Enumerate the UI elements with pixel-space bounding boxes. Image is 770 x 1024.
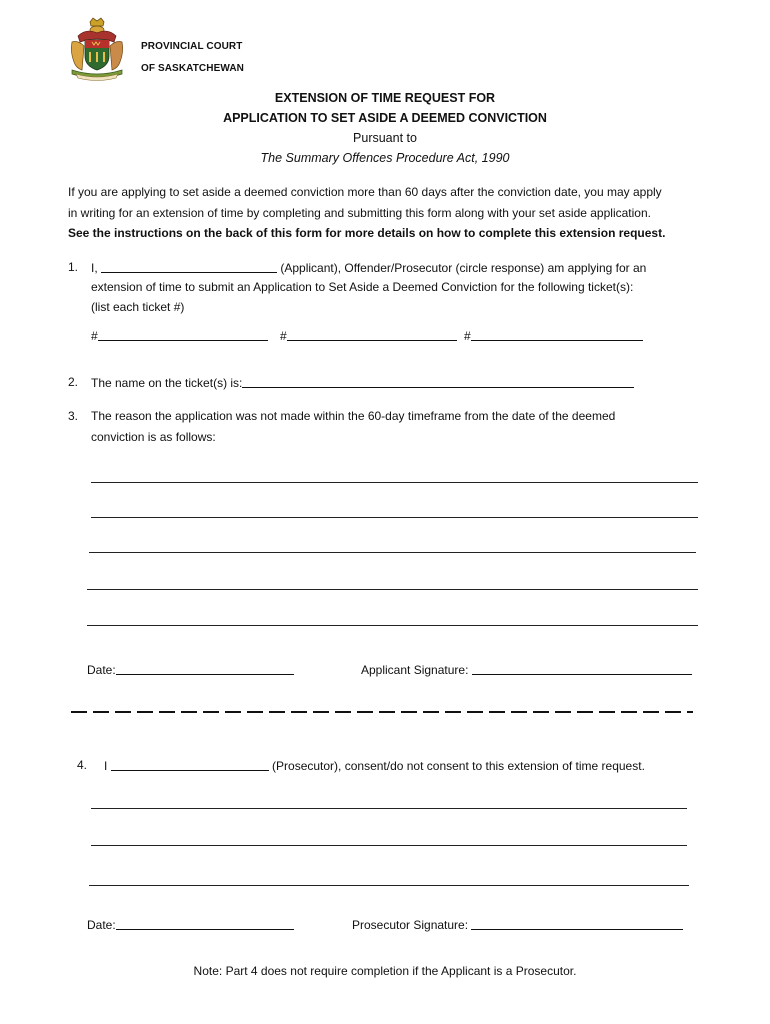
ticket-hash: #: [91, 329, 98, 343]
saskatchewan-coat-of-arms-icon: [66, 16, 128, 82]
applicant-date-field[interactable]: [116, 662, 294, 675]
item1-line1: [91, 260, 646, 275]
prosecutor-name-field[interactable]: [111, 758, 269, 771]
ticket-name-field[interactable]: [242, 375, 634, 388]
ticket-hash: #: [280, 329, 287, 343]
ticket-field-1[interactable]: [91, 328, 268, 343]
item3-line2: conviction is as follows:: [91, 430, 216, 444]
section-divider: [71, 711, 693, 713]
pursuant-label: Pursuant to: [353, 131, 417, 145]
item4-prefix: I: [104, 759, 108, 773]
court-name-line1: PROVINCIAL COURT: [141, 41, 243, 52]
applicant-signature: [361, 662, 692, 677]
prosecutor-signature-field[interactable]: [471, 917, 683, 930]
item1-suffix: (Applicant), Offender/Prosecutor (circle response) am applying for an: [280, 261, 647, 275]
item4-number: 4.: [77, 758, 88, 772]
ticket-field-3[interactable]: [464, 328, 643, 343]
item2-line: [91, 375, 634, 390]
reason-line-3[interactable]: [89, 552, 696, 553]
item4-line: [104, 758, 645, 773]
prosecutor-line-1[interactable]: [91, 808, 687, 809]
intro-instructions: See the instructions on the back of this form for more details on how to complete this extension request.: [68, 226, 666, 240]
court-name-line2: OF SASKATCHEWAN: [141, 63, 244, 74]
prosecutor-line-2[interactable]: [91, 845, 687, 846]
item3-number: 3.: [68, 409, 79, 423]
prosecutor-line-3[interactable]: [89, 885, 689, 886]
prosecutor-date-label: Date:: [87, 918, 116, 932]
reason-line-4[interactable]: [87, 589, 698, 590]
item1-prefix: I,: [91, 261, 98, 275]
reason-line-2[interactable]: [91, 517, 698, 518]
applicant-date-label: Date:: [87, 663, 116, 677]
item2-number: 2.: [68, 375, 79, 389]
item4-suffix: (Prosecutor), consent/do not consent to this extension of time request.: [272, 759, 645, 773]
ticket-number-line-1[interactable]: [98, 328, 268, 341]
ticket-hash: #: [464, 329, 471, 343]
applicant-signature-label: Applicant Signature:: [361, 663, 469, 677]
prosecutor-date: [87, 917, 294, 932]
prosecutor-signature: [352, 917, 683, 932]
form-title-line2: APPLICATION TO SET ASIDE A DEEMED CONVICTION: [223, 111, 547, 125]
applicant-date: [87, 662, 294, 677]
applicant-name-field[interactable]: [101, 260, 277, 273]
item3-line1: The reason the application was not made within the 60-day timeframe from the date of the deemed: [91, 409, 616, 423]
prosecutor-signature-label: Prosecutor Signature:: [352, 918, 469, 932]
ticket-number-line-2[interactable]: [287, 328, 457, 341]
form-title-line1: EXTENSION OF TIME REQUEST FOR: [274, 91, 496, 105]
item1-line3: (list each ticket #): [91, 300, 185, 314]
item2-label: The name on the ticket(s) is:: [91, 376, 243, 390]
ticket-field-2[interactable]: [280, 328, 457, 343]
prosecutor-date-field[interactable]: [116, 917, 294, 930]
item1-line2: extension of time to submit an Application to Set Aside a Deemed Conviction for the following ticket(s):: [91, 280, 634, 294]
footer-note: Note: Part 4 does not require completion if the Applicant is a Prosecutor.: [193, 964, 577, 978]
reason-line-5[interactable]: [87, 625, 698, 626]
item1-number: 1.: [68, 260, 79, 274]
ticket-number-line-3[interactable]: [471, 328, 643, 341]
act-name: The Summary Offences Procedure Act, 1990: [260, 151, 510, 165]
applicant-signature-field[interactable]: [472, 662, 692, 675]
intro-line1: If you are applying to set aside a deemed conviction more than 60 days after the conviction date, you may apply: [68, 185, 662, 199]
intro-line2: in writing for an extension of time by completing and submitting this form along with your set aside application.: [68, 206, 651, 220]
reason-line-1[interactable]: [91, 482, 698, 483]
